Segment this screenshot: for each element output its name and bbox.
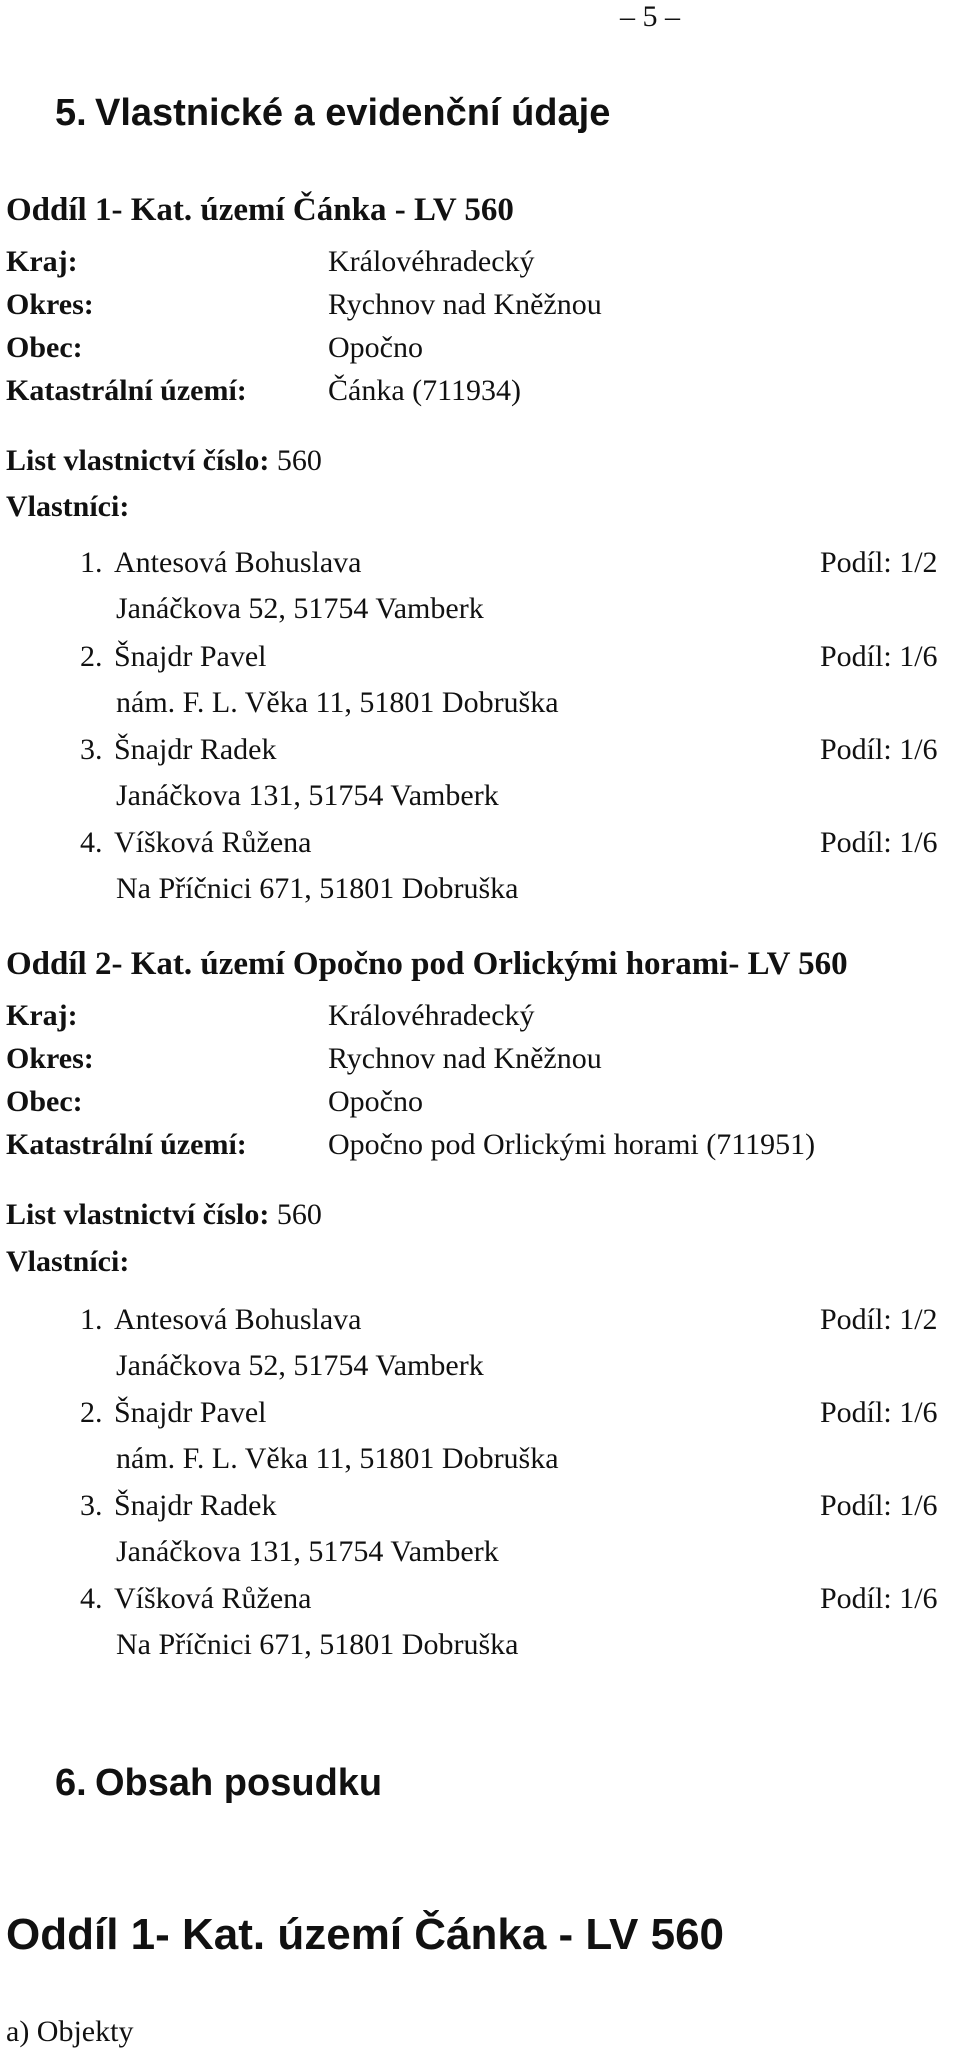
section-1-kraj-row	[6, 245, 956, 279]
section-1-owner-4	[80, 826, 960, 906]
owner-address: Na Příčnici 671, 51801 Dobruška	[116, 872, 519, 905]
section-2-kraj-row	[6, 999, 956, 1033]
katastr-value: Čánka (711934)	[328, 374, 522, 407]
section-2-obec-row	[6, 1085, 956, 1119]
owner-address: Janáčkova 131, 51754 Vamberk	[116, 779, 499, 812]
okres-value: Rychnov nad Kněžnou	[328, 288, 602, 321]
okres-label: Okres:	[6, 288, 94, 321]
section-1-okres-row	[6, 288, 956, 322]
owner-name: Šnajdr Pavel	[114, 1396, 267, 1429]
owner-share: Podíl: 1/6	[820, 1489, 938, 1522]
obec-label: Obec:	[6, 331, 83, 364]
owner-share: Podíl: 1/6	[820, 1582, 938, 1615]
owner-name: Víšková Růžena	[114, 826, 312, 859]
kraj-label: Kraj:	[6, 245, 78, 278]
obec-value: Opočno	[328, 331, 423, 364]
owner-share: Podíl: 1/6	[820, 640, 938, 673]
owner-address: Janáčkova 52, 51754 Vamberk	[116, 592, 484, 625]
owner-address: Janáčkova 131, 51754 Vamberk	[116, 1535, 499, 1568]
section-1-owner-1	[80, 546, 960, 626]
katastr-label: Katastrální území:	[6, 1128, 247, 1161]
owner-number: 3.	[80, 1489, 103, 1522]
section-2-lv-row	[6, 1198, 322, 1232]
owner-address: Na Příčnici 671, 51801 Dobruška	[116, 1628, 519, 1661]
owner-share: Podíl: 1/2	[820, 1303, 938, 1336]
chapter-5-number: 5.	[55, 92, 87, 134]
owner-number: 4.	[80, 826, 103, 859]
owner-number: 2.	[80, 640, 103, 673]
section-1-obec-row	[6, 331, 956, 365]
owner-address: nám. F. L. Věka 11, 51801 Dobruška	[116, 1442, 559, 1475]
owner-name: Antesová Bohuslava	[114, 1303, 362, 1336]
lv-value: 560	[276, 444, 322, 477]
section-1-title: Oddíl 1- Kat. území Čánka - LV 560	[6, 192, 514, 228]
section-big-title: Oddíl 1- Kat. území Čánka - LV 560	[6, 1910, 725, 1959]
section-1-lv-row	[6, 444, 322, 478]
owner-share: Podíl: 1/6	[820, 1396, 938, 1429]
owner-share: Podíl: 1/6	[820, 826, 938, 859]
section-1-owner-2	[80, 640, 960, 720]
chapter-6-heading	[55, 1762, 382, 1805]
kraj-value: Královéhradecký	[328, 999, 535, 1032]
section-1-owners-label: Vlastníci:	[6, 490, 130, 523]
lv-label: List vlastnictví číslo:	[6, 444, 270, 477]
owner-name: Šnajdr Radek	[114, 1489, 277, 1522]
kraj-value: Královéhradecký	[328, 245, 535, 278]
page-number: – 5 –	[620, 0, 680, 33]
owner-number: 4.	[80, 1582, 103, 1615]
owner-address: Janáčkova 52, 51754 Vamberk	[116, 1349, 484, 1382]
owner-number: 3.	[80, 733, 103, 766]
section-2-katastr-row	[6, 1128, 956, 1162]
owner-name: Antesová Bohuslava	[114, 546, 362, 579]
owner-share: Podíl: 1/2	[820, 546, 938, 579]
okres-value: Rychnov nad Kněžnou	[328, 1042, 602, 1075]
owner-name: Šnajdr Radek	[114, 733, 277, 766]
section-2-title: Oddíl 2- Kat. území Opočno pod Orlickými horami- LV 560	[6, 946, 848, 982]
section-2-owner-1	[80, 1303, 960, 1383]
chapter-6-number: 6.	[55, 1762, 87, 1804]
chapter-5-heading	[55, 92, 610, 135]
section-2-owner-2	[80, 1396, 960, 1476]
section-2-okres-row	[6, 1042, 956, 1076]
katastr-label: Katastrální území:	[6, 374, 247, 407]
subsection-objekty: a) Objekty	[6, 2015, 134, 2048]
katastr-value: Opočno pod Orlickými horami (711951)	[328, 1128, 816, 1161]
owner-number: 2.	[80, 1396, 103, 1429]
owner-address: nám. F. L. Věka 11, 51801 Dobruška	[116, 686, 559, 719]
obec-value: Opočno	[328, 1085, 423, 1118]
owner-name: Víšková Růžena	[114, 1582, 312, 1615]
obec-label: Obec:	[6, 1085, 83, 1118]
chapter-6-title: Obsah posudku	[95, 1762, 383, 1804]
owner-number: 1.	[80, 1303, 103, 1336]
section-2-owners-label: Vlastníci:	[6, 1245, 130, 1278]
section-1-katastr-row	[6, 374, 956, 408]
section-1-owner-3	[80, 733, 960, 813]
section-2-owner-3	[80, 1489, 960, 1569]
owner-share: Podíl: 1/6	[820, 733, 938, 766]
okres-label: Okres:	[6, 1042, 94, 1075]
section-2-owner-4	[80, 1582, 960, 1662]
lv-value: 560	[276, 1198, 322, 1231]
lv-label: List vlastnictví číslo:	[6, 1198, 270, 1231]
chapter-5-title: Vlastnické a evidenční údaje	[95, 92, 611, 134]
kraj-label: Kraj:	[6, 999, 78, 1032]
owner-name: Šnajdr Pavel	[114, 640, 267, 673]
owner-number: 1.	[80, 546, 103, 579]
